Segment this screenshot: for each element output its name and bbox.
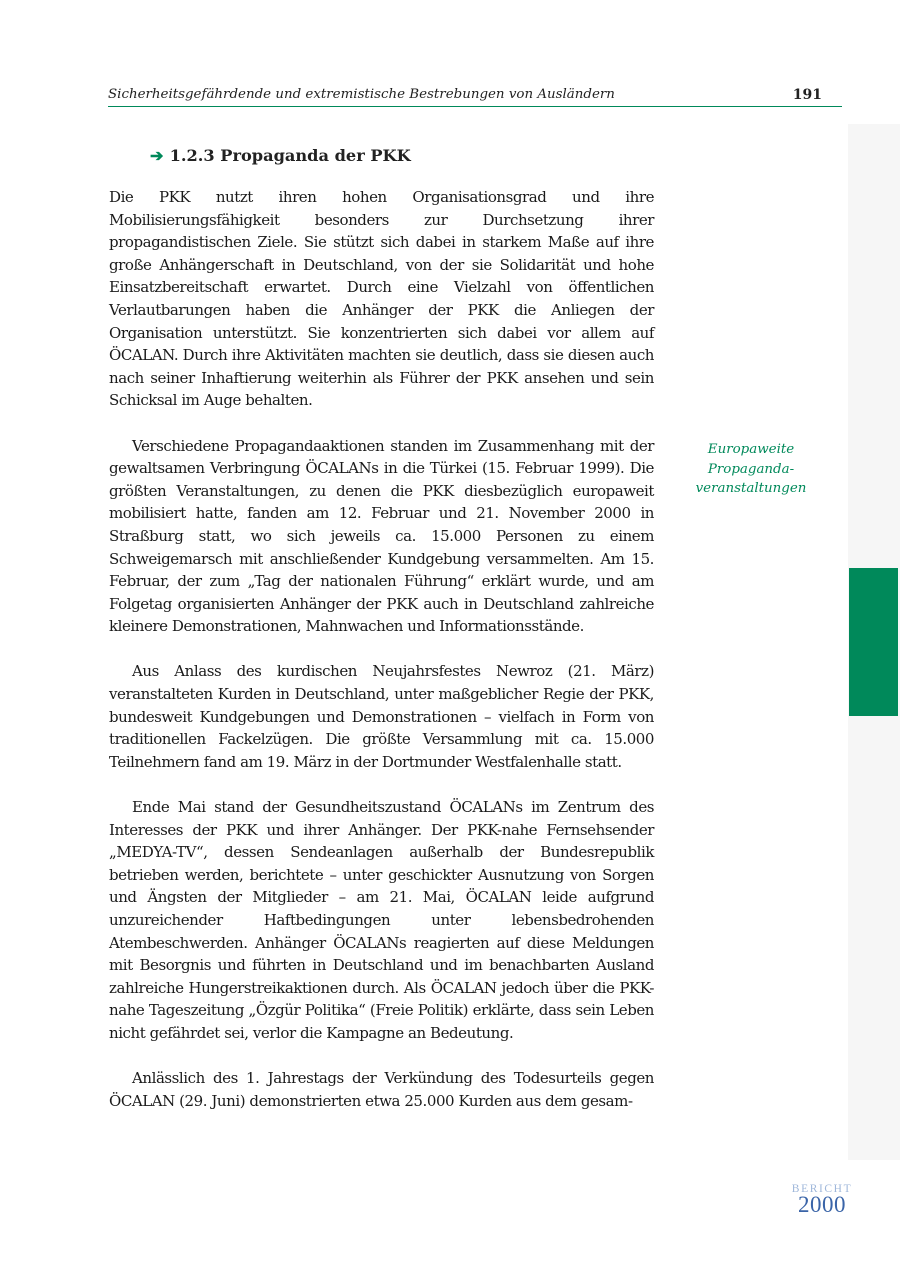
running-title: Sicherheitsgefährdende und extremistische Bestrebungen von Ausländern (108, 87, 615, 102)
logo-word: BERICHT (791, 1183, 853, 1195)
paragraph-1: Die PKK nutzt ihren hohen Organisationsgrad und ihre Mobilisierungsfähigkeit besonders zur Durchsetzung ihrer propagandistischen Ziele. Sie stützt sich dabei in starkem Maße auf ihre große Anhängerschaft in Deutschland, von der sie Solidarität und hohe Einsatzbereitschaft erwartet. Durch eine Vielzahl von öffentlichen Verlautbarungen haben die Anhänger der PKK die Anliegen der Organisation unterstützt. Sie konzentrierten sich dabei vor allem auf ÖCALAN. Durch ihre Aktivitäten machten sie deutlich, dass sie diesen auch nach seiner Inhaftierung weiterhin als Führer der PKK ansehen und sein Schicksal im Auge behalten. (109, 188, 654, 410)
chapter-tab-marker (849, 568, 898, 716)
page-number: 191 (792, 87, 822, 103)
margin-note-line: Propaganda- (707, 461, 795, 477)
running-header (108, 86, 842, 107)
arrow-right-icon: ➔ (150, 146, 164, 165)
paragraph-3: Aus Anlass des kurdischen Neujahrsfestes Newroz (21. März) veranstalteten Kurden in Deutschland, unter maßgeblicher Regie der PKK, bundesweit Kundgebungen und Demonstrationen – vielfach in Form von traditionellen Fackelzügen. Die größte Versammlung mit ca. 15.000 Teilnehmern fand am 19. März in der Dortmunder Westfalenhalle statt. (109, 662, 654, 771)
body-text (109, 186, 654, 1135)
paragraph-2: Verschiedene Propagandaaktionen standen im Zusammenhang mit der gewaltsamen Verbringung ÖCALANs in die Türkei (15. Februar 1999). Die größten Veranstaltungen, zu denen die PKK diesbezüglich europaweit mobilisiert hatte, fanden am 12. Februar und 21. November 2000 in Straßburg statt, wo sich jeweils ca. 15.000 Personen zu einem Schweigemarsch mit anschließender Kundgebung versammelten. Am 15. Februar, der zum „Tag der nationalen Führung“ erklärt wurde, und am Folgetag organisierten Anhänger der PKK auch in Deutschland zahlreiche kleinere Demonstrationen, Mahnwachen und Informationsstände. (109, 436, 654, 636)
margin-note-line: Europaweite (707, 442, 795, 457)
logo-year: 2000 (798, 1192, 846, 1217)
section-heading (150, 146, 411, 165)
paragraph-5: Anlässlich des 1. Jahrestags der Verkündung des Todesurteils gegen ÖCALAN (29. Juni) demonstrierten etwa 25.000 Kurden aus dem gesam- (109, 1069, 654, 1110)
paragraph-4: Ende Mai stand der Gesundheitszustand ÖCALANs im Zentrum des Interesses der PKK und ihrer Anhänger. Der PKK-nahe Fernsehsender „MEDYA-TV“, dessen Sendeanlagen außerhalb der Bundesrepublik betrieben werden, berichtete – unter geschickter Ausnutzung von Sorgen und Ängsten der Mitglieder – am 21. Mai, ÖCALAN leide aufgrund unzureichender Haftbedingungen unter lebensbedrohenden Atembeschwerden. Anhänger ÖCALANs reagierten auf diese Meldungen mit Besorgnis und führten in Deutschland und im benachbarten Ausland zahlreiche Hungerstreikaktionen durch. Als ÖCALAN jedoch über die PKK-nahe Tageszeitung „Özgür Politika“ (Freie Politik) erklärte, dass sein Leben nicht gefährdet sei, verlor die Kampagne an Bedeutung. (109, 798, 654, 1042)
section-heading-text: 1.2.3 Propaganda der PKK (169, 146, 411, 165)
report-logo (786, 1183, 858, 1215)
margin-note-line: veranstaltungen (695, 481, 807, 496)
margin-note (690, 440, 812, 499)
